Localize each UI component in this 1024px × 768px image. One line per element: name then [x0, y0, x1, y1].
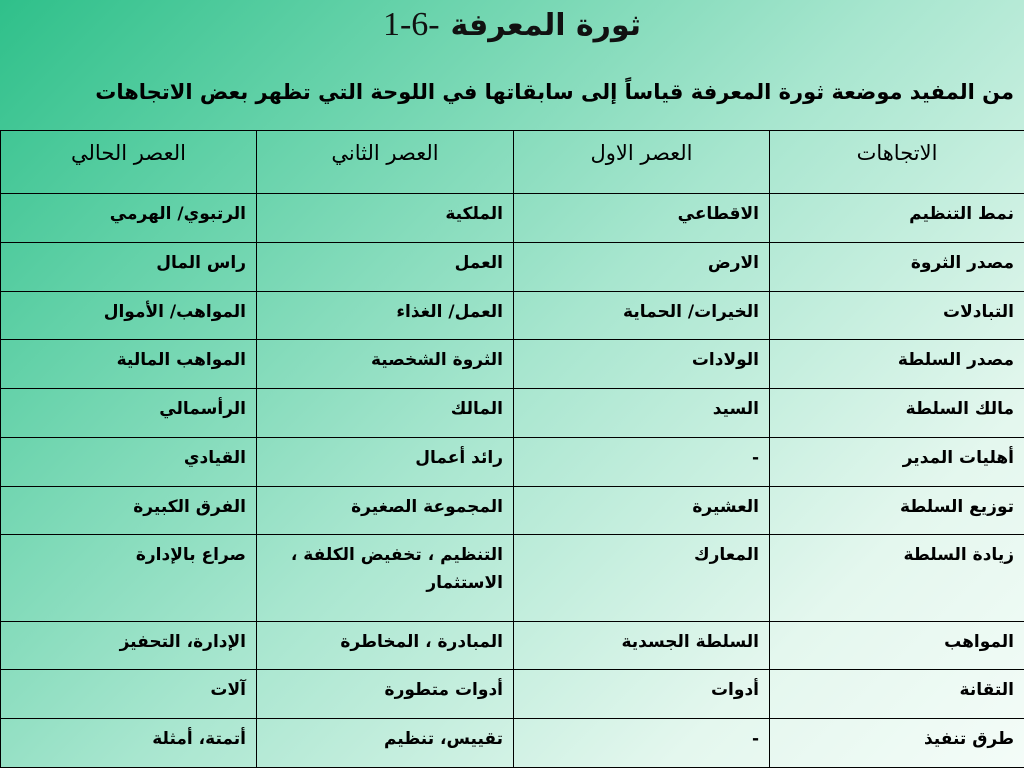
- table-cell: زيادة السلطة: [770, 535, 1024, 621]
- table-row: [1, 389, 1024, 438]
- table-cell: آلات: [1, 670, 257, 719]
- table-cell: -: [514, 437, 770, 486]
- slide-title: [0, 4, 1024, 44]
- header-current-era: العصر الحالي: [1, 131, 257, 194]
- table-cell: مصدر الثروة: [770, 242, 1024, 291]
- table-cell: الولادات: [514, 340, 770, 389]
- table-cell: الارض: [514, 242, 770, 291]
- table-cell: الخيرات/ الحماية: [514, 291, 770, 340]
- table-row: [1, 621, 1024, 670]
- table-header-row: [1, 131, 1024, 194]
- table-cell: المجموعة الصغيرة: [257, 486, 514, 535]
- table-cell: -: [514, 719, 770, 768]
- table-cell: المالك: [257, 389, 514, 438]
- header-first-era: العصر الاول: [514, 131, 770, 194]
- table-cell: الفرق الكبيرة: [1, 486, 257, 535]
- table-row: [1, 291, 1024, 340]
- table-row: [1, 194, 1024, 243]
- table-cell: مصدر السلطة: [770, 340, 1024, 389]
- table-cell: أتمتة، أمثلة: [1, 719, 257, 768]
- table-cell: المواهب: [770, 621, 1024, 670]
- table-cell: توزيع السلطة: [770, 486, 1024, 535]
- table-cell: راس المال: [1, 242, 257, 291]
- eras-comparison-table: [0, 130, 1024, 768]
- table-cell: العمل: [257, 242, 514, 291]
- table-row: [1, 535, 1024, 621]
- table-cell: التبادلات: [770, 291, 1024, 340]
- table-cell: التنظيم ، تخفيض الكلفة ، الاستثمار: [257, 535, 514, 621]
- table-row: [1, 340, 1024, 389]
- table-cell: تقييس، تنظيم: [257, 719, 514, 768]
- table-cell: التقانة: [770, 670, 1024, 719]
- table-cell: المعارك: [514, 535, 770, 621]
- header-second-era: العصر الثاني: [257, 131, 514, 194]
- table-row: [1, 670, 1024, 719]
- table-cell: القيادي: [1, 437, 257, 486]
- table-cell: صراع بالإدارة: [1, 535, 257, 621]
- table-cell: الاقطاعي: [514, 194, 770, 243]
- table-cell: طرق تنفيذ: [770, 719, 1024, 768]
- table-cell: المواهب/ الأموال: [1, 291, 257, 340]
- table-cell: السلطة الجسدية: [514, 621, 770, 670]
- table-cell: أهليات المدير: [770, 437, 1024, 486]
- title-number: 1-6-: [382, 6, 440, 43]
- table-row: [1, 242, 1024, 291]
- table-row: [1, 486, 1024, 535]
- table-cell: الإدارة، التحفيز: [1, 621, 257, 670]
- table-cell: الثروة الشخصية: [257, 340, 514, 389]
- title-text: ثورة المعرفة: [450, 8, 642, 43]
- table-cell: العشيرة: [514, 486, 770, 535]
- table-row: [1, 437, 1024, 486]
- slide-subtitle: من المفيد موضعة ثورة المعرفة قياساً إلى سابقاتها في اللوحة التي تظهر بعض الاتجاهات: [95, 80, 1014, 104]
- table-cell: الرأسمالي: [1, 389, 257, 438]
- table-cell: المواهب المالية: [1, 340, 257, 389]
- table-cell: مالك السلطة: [770, 389, 1024, 438]
- table-cell: نمط التنظيم: [770, 194, 1024, 243]
- table-cell: الملكية: [257, 194, 514, 243]
- table-cell: رائد أعمال: [257, 437, 514, 486]
- table-cell: الرتبوي/ الهرمي: [1, 194, 257, 243]
- table-row: [1, 719, 1024, 768]
- table-cell: أدوات: [514, 670, 770, 719]
- table-cell: السيد: [514, 389, 770, 438]
- table-cell: العمل/ الغذاء: [257, 291, 514, 340]
- header-trends: الاتجاهات: [770, 131, 1024, 194]
- table-cell: المبادرة ، المخاطرة: [257, 621, 514, 670]
- table-cell: أدوات متطورة: [257, 670, 514, 719]
